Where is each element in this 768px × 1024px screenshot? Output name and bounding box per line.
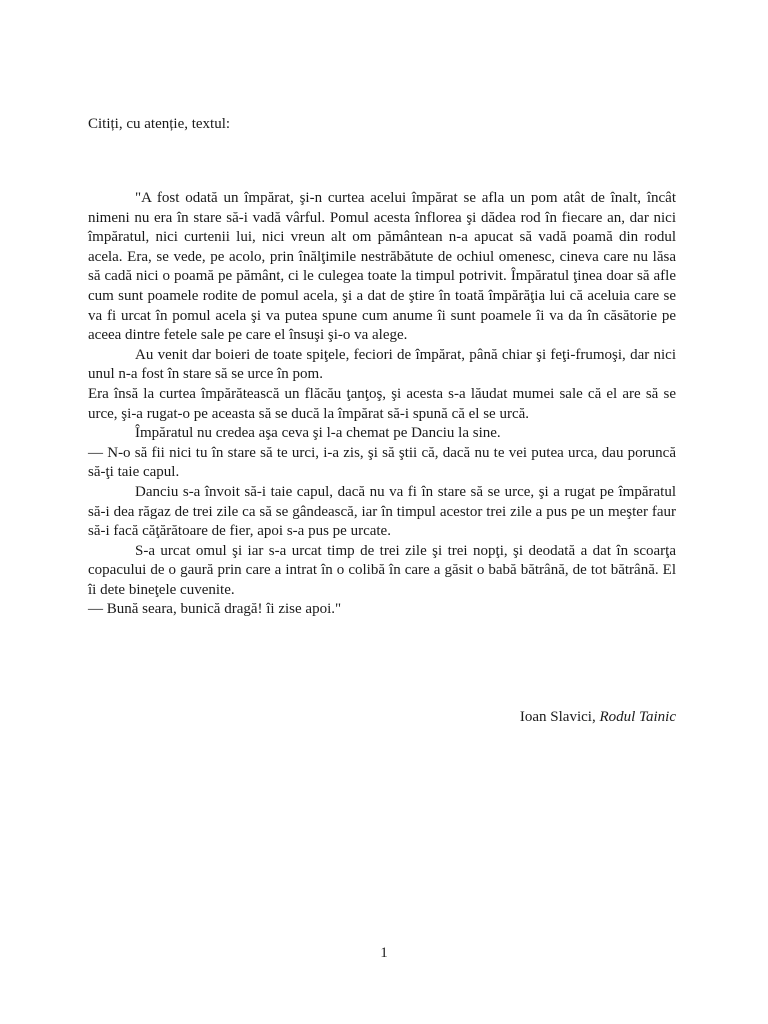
work-title: Rodul Tainic [599,709,676,725]
author-name: Ioan Slavici, [519,709,596,725]
paragraph-2: Au venit dar boieri de toate spiţele, feciori de împărat, până chiar şi feţi-frumoşi, dar nici unul n-a fost în stare să se urce în pom. [88,346,676,383]
story-excerpt [88,189,676,620]
paragraph-3: Era însă la curtea împărătească un flăcău ţanţoş, şi acesta s-a lăudat mumei sale că el are să se urce, şi-a rugat-o pe aceasta să se ducă la împărat să-i spună că el se urcă. [88,385,676,422]
paragraph-1: "A fost odată un împărat, şi-n curtea acelui împărat se afla un pom atât de înalt, încât nimeni nu era în stare să-i vadă vârful. Pomul acesta înflorea şi dădea rod în fiecare an, dar nici împăratul, nici curtenii lui, nici vreun alt om pământean n-a apucat să vadă poamă din rodul acela. Era, se vede, pe acolo, prin înălţimile nestrăbătute de ochiul omenesc, cineva care nu lăsa să cadă nici o poamă pe pământ, ci le culegea toate la timpul potrivit. Împăratul ţinea doar să afle cum sunt poamele rodite de pomul acela, şi a dat de ştire în toată împărăţia lui că aceluia care se va fi urcat în pomul acela şi va putea spune cum anume îi sunt poamele îi va da în căsătorie pe aceea dintre fetele sale pe care el însuşi şi-o va alege. [88,190,676,344]
instruction-text: Citiți, cu atenție, textul: [88,116,231,132]
dialogue-line-2: — Bună seara, bunică dragă! îi zise apoi." [88,601,342,618]
dialogue-line-1: — N-o să fii nici tu în stare să te urci, i-a zis, şi să ştii că, dacă nu te vei putea urca, dau poruncă să-ţi taie capul. [88,444,676,481]
page-number: 1 [380,945,388,961]
paragraph-5: Danciu s-a învoit să-i taie capul, dacă nu va fi în stare să se urce, şi a rugat pe împăratul să-i dea răgaz de trei zile ca să se gândească, iar în timpul acestor trei zile a pus pe un meşter faur să-i facă căţărătoare de fier, apoi s-a pus pe urcate. [88,483,676,540]
paragraph-6: S-a urcat omul şi iar s-a urcat timp de trei zile şi trei nopţi, şi deodată a dat în scoarţa copacului de o gaură prin care a intrat în o colibă în care a găsit o babă bătrână, de tot bătrână. El îi dete bineţele cuvenite. [88,542,676,598]
paragraph-4: Împăratul nu credea aşa ceva şi l-a chemat pe Danciu la sine. [135,425,501,442]
attribution [520,708,676,726]
